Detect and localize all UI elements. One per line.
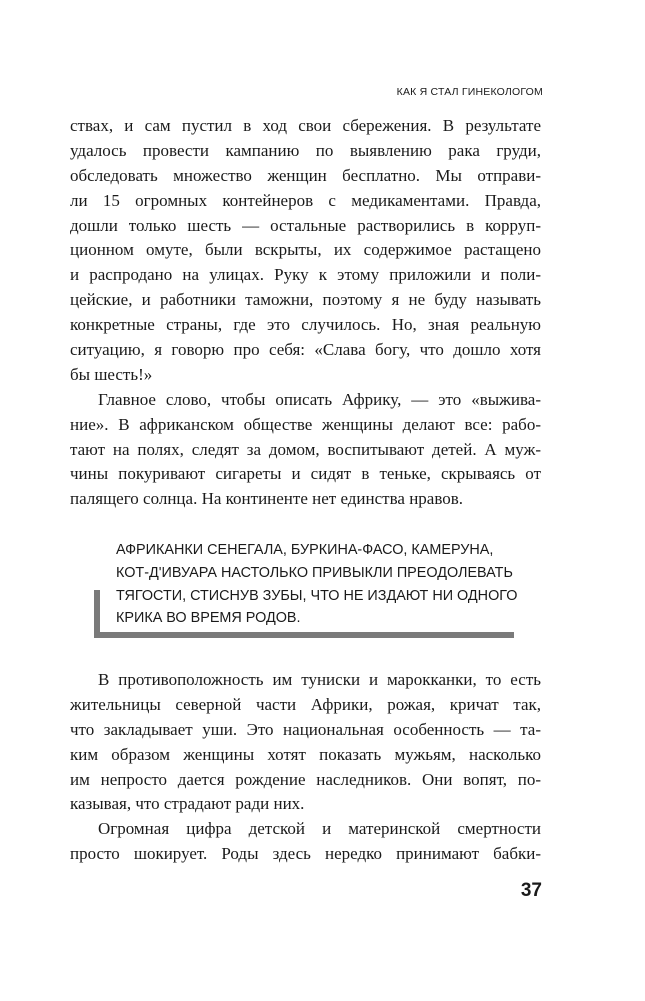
text-line: удалось провести кампанию по выявлению рака груди,: [70, 140, 541, 160]
text-line: жительницы северной части Африки, рожая, кричат так,: [70, 694, 541, 714]
text-line: Огромная цифра детской и материнской смертности: [98, 819, 541, 839]
text-line: им непросто дается рождение наследников. Они вопят, по-: [70, 769, 541, 789]
text-line: чины покуривают сигареты и сидят в теньке, скрываясь от: [70, 464, 541, 484]
text-line: В противоположность им туниски и марокканки, то есть: [98, 670, 541, 689]
pull-quote-line: ТЯГОСТИ, СТИСНУВ ЗУБЫ, ЧТО НЕ ИЗДАЮТ НИ ОДНОГО: [116, 587, 518, 604]
pull-quote-line: КОТ-Д'ИВУАРА НАСТОЛЬКО ПРИВЫКЛИ ПРЕОДОЛЕВАТЬ: [116, 564, 513, 581]
text-line: Главное слово, чтобы описать Африку, — это «выжива-: [98, 389, 541, 409]
pull-quote-line: КРИКА ВО ВРЕМЯ РОДОВ.: [116, 610, 301, 627]
body-text-block-1: [70, 114, 541, 512]
pull-quote-bar-left: [94, 590, 100, 638]
pull-quote-bar-bottom: [94, 632, 514, 638]
text-line: что закладывает уши. Это национальная особенность — та-: [70, 719, 541, 739]
page-number: 37: [520, 880, 542, 901]
text-line: дошли только шесть — остальные растворились в корруп-: [70, 215, 541, 235]
text-line: обследовать множество женщин бесплатно. Мы отправи-: [70, 165, 541, 185]
text-line: бы шесть!»: [70, 364, 153, 384]
text-line: ситуацию, я говорю про себя: «Слава богу, что дошло хотя: [70, 340, 541, 360]
text-line: казывая, что страдают ради них.: [70, 794, 305, 814]
text-line: конкретные страны, где это случилось. Но, зная реальную: [70, 315, 541, 335]
text-line: просто шокирует. Роды здесь нередко принимают бабки-: [70, 844, 541, 864]
text-line: цейские, и работники таможни, поэтому я не буду называть: [70, 290, 541, 310]
pull-quote-line: АФРИКАНКИ СЕНЕГАЛА, БУРКИНА-ФАСО, КАМЕРУНА,: [116, 542, 494, 558]
text-line: и распродано на улицах. Руку к этому приложили и поли-: [70, 265, 541, 285]
running-head: КАК Я СТАЛ ГИНЕКОЛОГОМ: [396, 86, 543, 98]
text-line: ствах, и сам пустил в ход свои сбережения. В результате: [70, 116, 541, 135]
text-line: ние». В африканском обществе женщины делают все: рабо-: [70, 414, 541, 434]
pull-quote: [94, 536, 518, 638]
pull-quote-text: [116, 539, 518, 630]
text-line: ким образом женщины хотят показать мужьям, насколько: [70, 744, 541, 764]
body-text-block-2: [70, 668, 541, 867]
text-line: ционном омуте, были вскрыты, их содержимое растащено: [70, 240, 541, 260]
text-line: палящего солнца. На континенте нет единства нравов.: [70, 489, 464, 509]
text-line: ли 15 огромных контейнеров с медикаментами. Правда,: [70, 190, 541, 210]
text-line: тают на полях, следят за домом, воспитывают детей. А муж-: [70, 439, 541, 459]
